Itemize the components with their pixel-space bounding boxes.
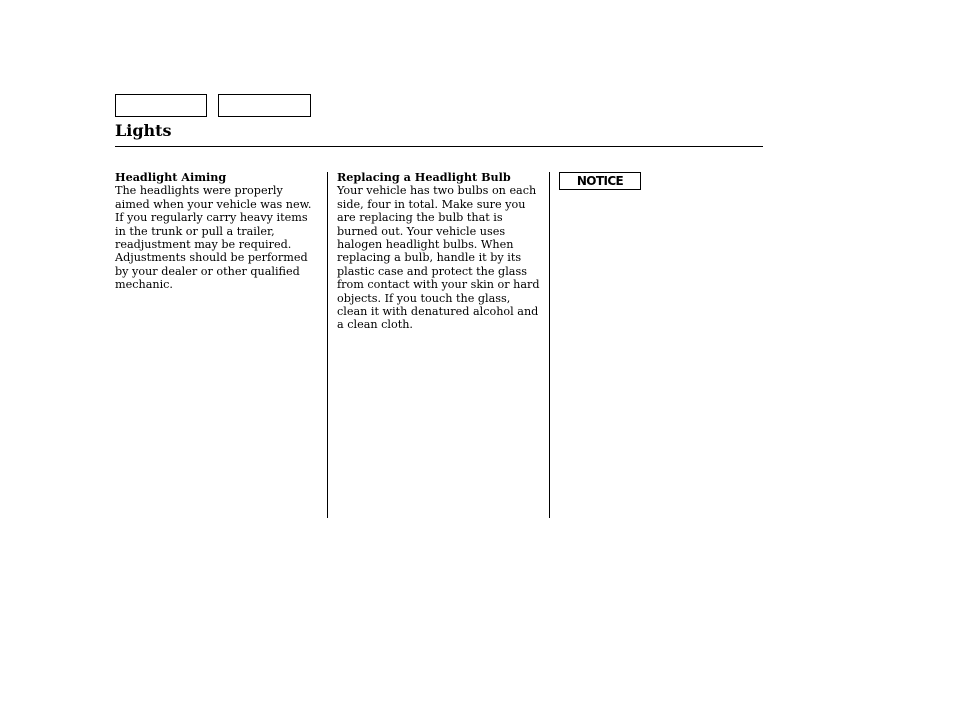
title-divider (115, 146, 763, 147)
section-heading: Replacing a Headlight Bulb (337, 170, 511, 184)
nav-button-previous[interactable] (115, 94, 207, 117)
page-title: Lights (115, 121, 172, 140)
nav-button-next[interactable] (218, 94, 311, 117)
notice-badge (559, 172, 641, 190)
column-divider (549, 172, 550, 518)
notice-label: NOTICE (576, 174, 624, 188)
section-heading: Headlight Aiming (115, 170, 227, 184)
section-body: The headlights were properly aimed when your vehicle was new. If you regularly carry heavy items in the trunk or pull a trailer, readjustment may be required. Adjustments should be performed by your dealer or other qualified mechanic. (115, 184, 312, 292)
column-replacing-bulb (337, 171, 543, 332)
column-headlight-aiming (115, 171, 319, 292)
section-body: Your vehicle has two bulbs on each side, four in total. Make sure you are replacing the bulb that is burned out. Your vehicle uses halogen headlight bulbs. When replacing a bulb, handle it by its plastic case and protect the glass from contact with your skin or hard objects. If you touch the glass, clean it with denatured alcohol and a clean cloth. (337, 184, 540, 332)
column-divider (327, 172, 328, 518)
